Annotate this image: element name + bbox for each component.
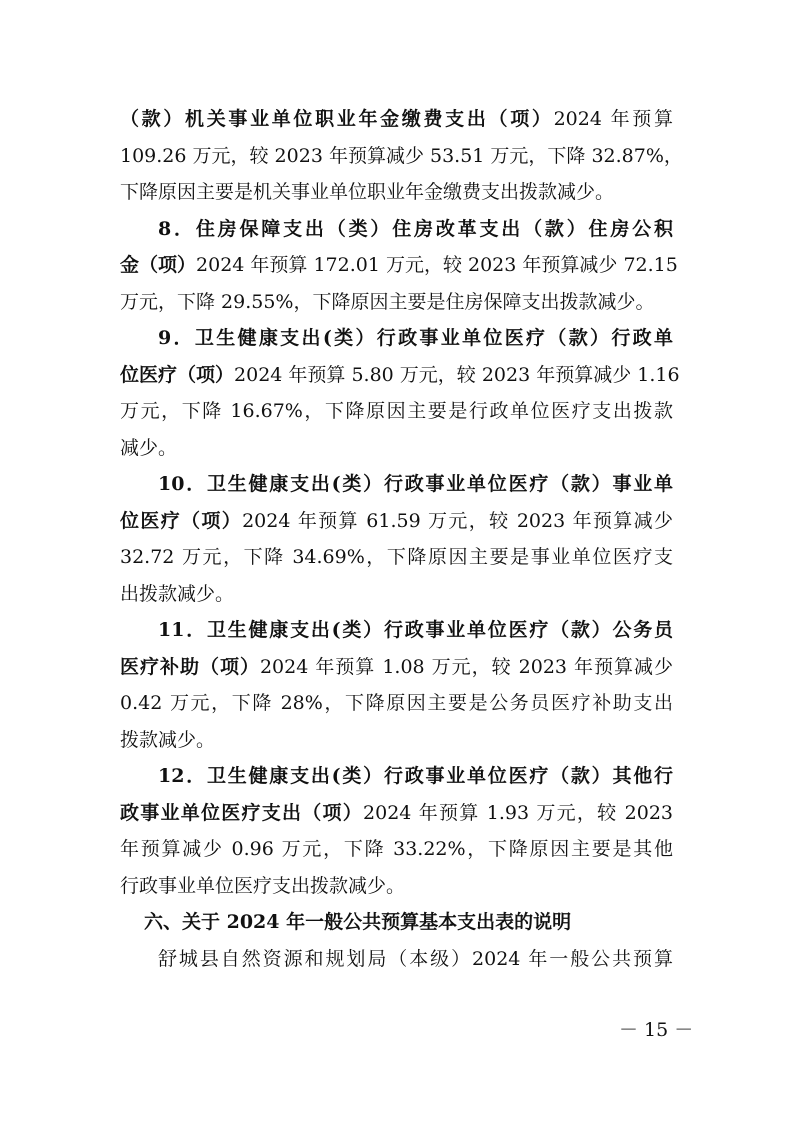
text-line: 0.42 万元，下降 28%，下降原因主要是公务员医疗补助支出	[120, 692, 673, 714]
text-line: 医疗补助（项）2024 年预算 1.08 万元，较 2023 年预算减少	[120, 655, 673, 678]
text-line: 万元，下降 16.67%，下降原因主要是行政单位医疗支出拨款	[120, 400, 673, 422]
text-line-final: 舒城县自然资源和规划局（本级）2024 年一般公共预算	[158, 947, 673, 970]
text-line: 109.26 万元，较 2023 年预算减少 53.51 万元，下降 32.87%，	[120, 144, 683, 167]
document-body	[120, 101, 683, 977]
paragraph-pension-expenditure	[120, 101, 683, 211]
text-line: 行政事业单位医疗支出拨款减少。	[120, 874, 406, 897]
text-line: 位医疗（项）2024 年预算 61.59 万元，较 2023 年预算减少	[120, 509, 673, 532]
text-line: 政事业单位医疗支出（项）2024 年预算 1.93 万元，较 2023	[120, 801, 673, 824]
text-line: 32.72 万元，下降 34.69%，下降原因主要是事业单位医疗支	[120, 546, 673, 568]
text-line: 出拨款减少。	[120, 582, 235, 605]
paragraph-housing-fund	[120, 211, 678, 321]
paragraph-admin-medical	[120, 320, 680, 466]
text-line: 11．卫生健康支出(类）行政事业单位医疗（款）公务员	[158, 619, 673, 641]
page-number: － 15 －	[619, 1019, 694, 1041]
text-line: （款）机关事业单位职业年金缴费支出（项）2024 年预算	[120, 108, 673, 130]
text-line: 12．卫生健康支出(类）行政事业单位医疗（款）其他行	[158, 765, 673, 787]
text-line: 年预算减少 0.96 万元，下降 33.22%，下降原因主要是其他	[120, 838, 673, 860]
text-line: 万元，下降 29.55%，下降原因主要是住房保障支出拨款减少。	[120, 290, 655, 313]
text-line: 拨款减少。	[120, 728, 216, 751]
paragraph-institution-medical	[120, 466, 673, 612]
text-line: 下降原因主要是机关事业单位职业年金缴费支出拨款减少。	[120, 181, 615, 203]
text-line: 位医疗（项）2024 年预算 5.80 万元，较 2023 年预算减少 1.16	[120, 363, 680, 386]
text-line: 8．住房保障支出（类）住房改革支出（款）住房公积	[158, 217, 673, 240]
text-line: 减少。	[120, 436, 178, 459]
text-line: 9．卫生健康支出(类）行政事业单位医疗（款）行政单	[158, 327, 673, 349]
paragraph-civil-servant-medical	[120, 612, 673, 758]
section-heading: 六、关于 2024 年一般公共预算基本支出表的说明	[144, 911, 572, 933]
text-line: 金（项）2024 年预算 172.01 万元，较 2023 年预算减少 72.15	[120, 254, 678, 276]
paragraph-other-medical	[120, 758, 673, 904]
text-line: 10．卫生健康支出(类）行政事业单位医疗（款）事业单	[158, 473, 673, 495]
